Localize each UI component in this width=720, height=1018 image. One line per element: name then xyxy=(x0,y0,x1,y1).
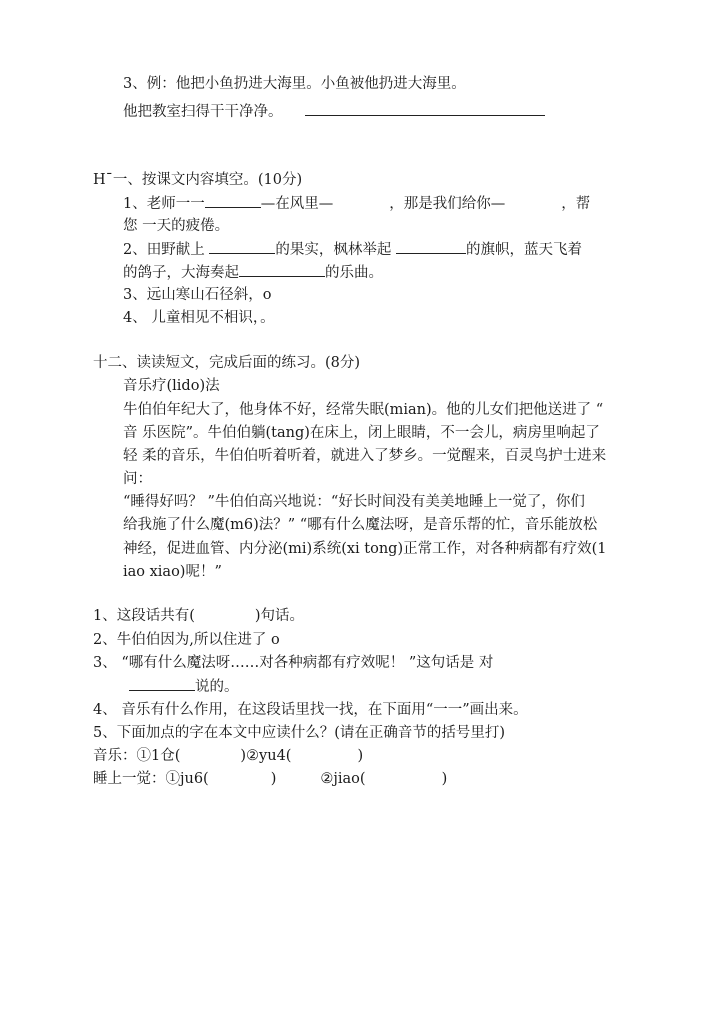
q5-sleep-label: 睡上一觉：①ju6( xyxy=(93,771,209,787)
question-1-text-b: )句话。 xyxy=(254,608,305,624)
fill-item-3: 3、远山寒山石径斜，o xyxy=(123,287,272,303)
fill-item-2-cont xyxy=(123,262,383,283)
q5-sleep-option-2: ②jiao( xyxy=(320,771,366,787)
passage-line: iao xiao)呢！” xyxy=(123,564,222,580)
fill-item-4: 4、 儿童相见不相识，。 xyxy=(123,310,275,326)
passage-line: 牛伯伯年纪大了，他身体不好，经常失眠(mian)。他的儿女们把他送进了 “ xyxy=(123,402,604,418)
question-5-music xyxy=(93,746,363,766)
passage-line: 神经，促进血管、内分泌(mi)系统(xi tong)正常工作，对各种病都有疗效(1 xyxy=(123,541,607,557)
question-5-sleep xyxy=(93,769,447,789)
fill-item-1 xyxy=(123,193,590,214)
answer-blank[interactable] xyxy=(305,101,545,116)
section-12-title: 十二、读读短文，完成后面的练习。(8分) xyxy=(93,355,361,371)
answer-blank[interactable] xyxy=(209,239,275,254)
fill-item-2-text-a: 2、田野献上 xyxy=(123,242,210,258)
q5-sleep-close-2: ) xyxy=(441,771,448,787)
q5-music-close: ) xyxy=(357,748,364,764)
question-3-text-b: 说的。 xyxy=(195,679,239,695)
q5-music-label: 音乐：①1仓( xyxy=(93,748,181,764)
fill-item-2-text-d: 的鸽子，大海奏起 xyxy=(123,265,239,281)
rewrite-task-text: 他把教室扫得干干净净。 xyxy=(123,104,283,120)
fill-item-1-text-a: 1、老师一一 xyxy=(123,196,205,212)
question-4: 4、 音乐有什么作用，在这段话里找一找，在下面用“一一”画出来。 xyxy=(93,702,528,718)
question-1-text-a: 1、这段话共有( xyxy=(93,608,195,624)
q5-sleep-close-1: ) xyxy=(270,771,277,787)
fill-item-2-text-b: 的果实，枫林举起 xyxy=(275,242,396,258)
rewrite-task xyxy=(123,101,545,122)
passage-line: 轻 柔的音乐，牛伯伯听着听着，就进入了梦乡。一觉醒来，百灵鸟护士进来 xyxy=(123,448,607,464)
fill-item-1-cont: 您 一天的疲倦。 xyxy=(123,218,230,234)
fill-item-1-text-b: —在风里— xyxy=(260,196,334,212)
q5-music-option-2: )②yu4( xyxy=(240,748,292,764)
fill-item-2 xyxy=(123,239,582,260)
answer-blank[interactable] xyxy=(129,676,195,691)
answer-blank[interactable] xyxy=(205,193,261,208)
passage-line: “睡得好吗？ ”牛伯伯高兴地说：“好长时间没有美美地睡上一觉了，你们 xyxy=(123,494,585,510)
question-3-cont xyxy=(129,676,239,697)
passage-line: 音 乐医院”。牛伯伯躺(tang)在床上，闭上眼睛，不一会儿，病房里响起了 xyxy=(123,425,600,441)
passage-line: 问： xyxy=(123,471,152,487)
question-1 xyxy=(93,606,304,626)
section-11-title: H¯一、按课文内容填空。(10分) xyxy=(93,172,303,188)
answer-blank[interactable] xyxy=(239,262,325,277)
fill-item-1-text-c: ，那是我们给你— xyxy=(389,196,506,212)
fill-item-2-text-e: 的乐曲。 xyxy=(325,265,383,281)
question-2: 2、牛伯伯因为,所以住进了 o xyxy=(93,632,280,648)
passage-line: 给我施了什么魔(m6)法？” “哪有什么魔法呀，是音乐帮的忙，音乐能放松 xyxy=(123,517,598,533)
fill-item-2-text-c: 的旗帜，蓝天飞着 xyxy=(465,242,582,258)
question-5: 5、下面加点的字在本文中应读什么？(请在正确音节的括号里打) xyxy=(93,725,506,741)
example-sentence: 3、例：他把小鱼扔进大海里。小鱼被他扔进大海里。 xyxy=(123,76,466,92)
fill-item-1-text-d: ，帮 xyxy=(561,196,591,212)
question-3: 3、 “哪有什么魔法呀……对各种病都有疗效呢！ ”这句话是 对 xyxy=(93,655,494,671)
answer-blank[interactable] xyxy=(396,239,466,254)
passage-title: 音乐疗(lido)法 xyxy=(123,378,220,394)
